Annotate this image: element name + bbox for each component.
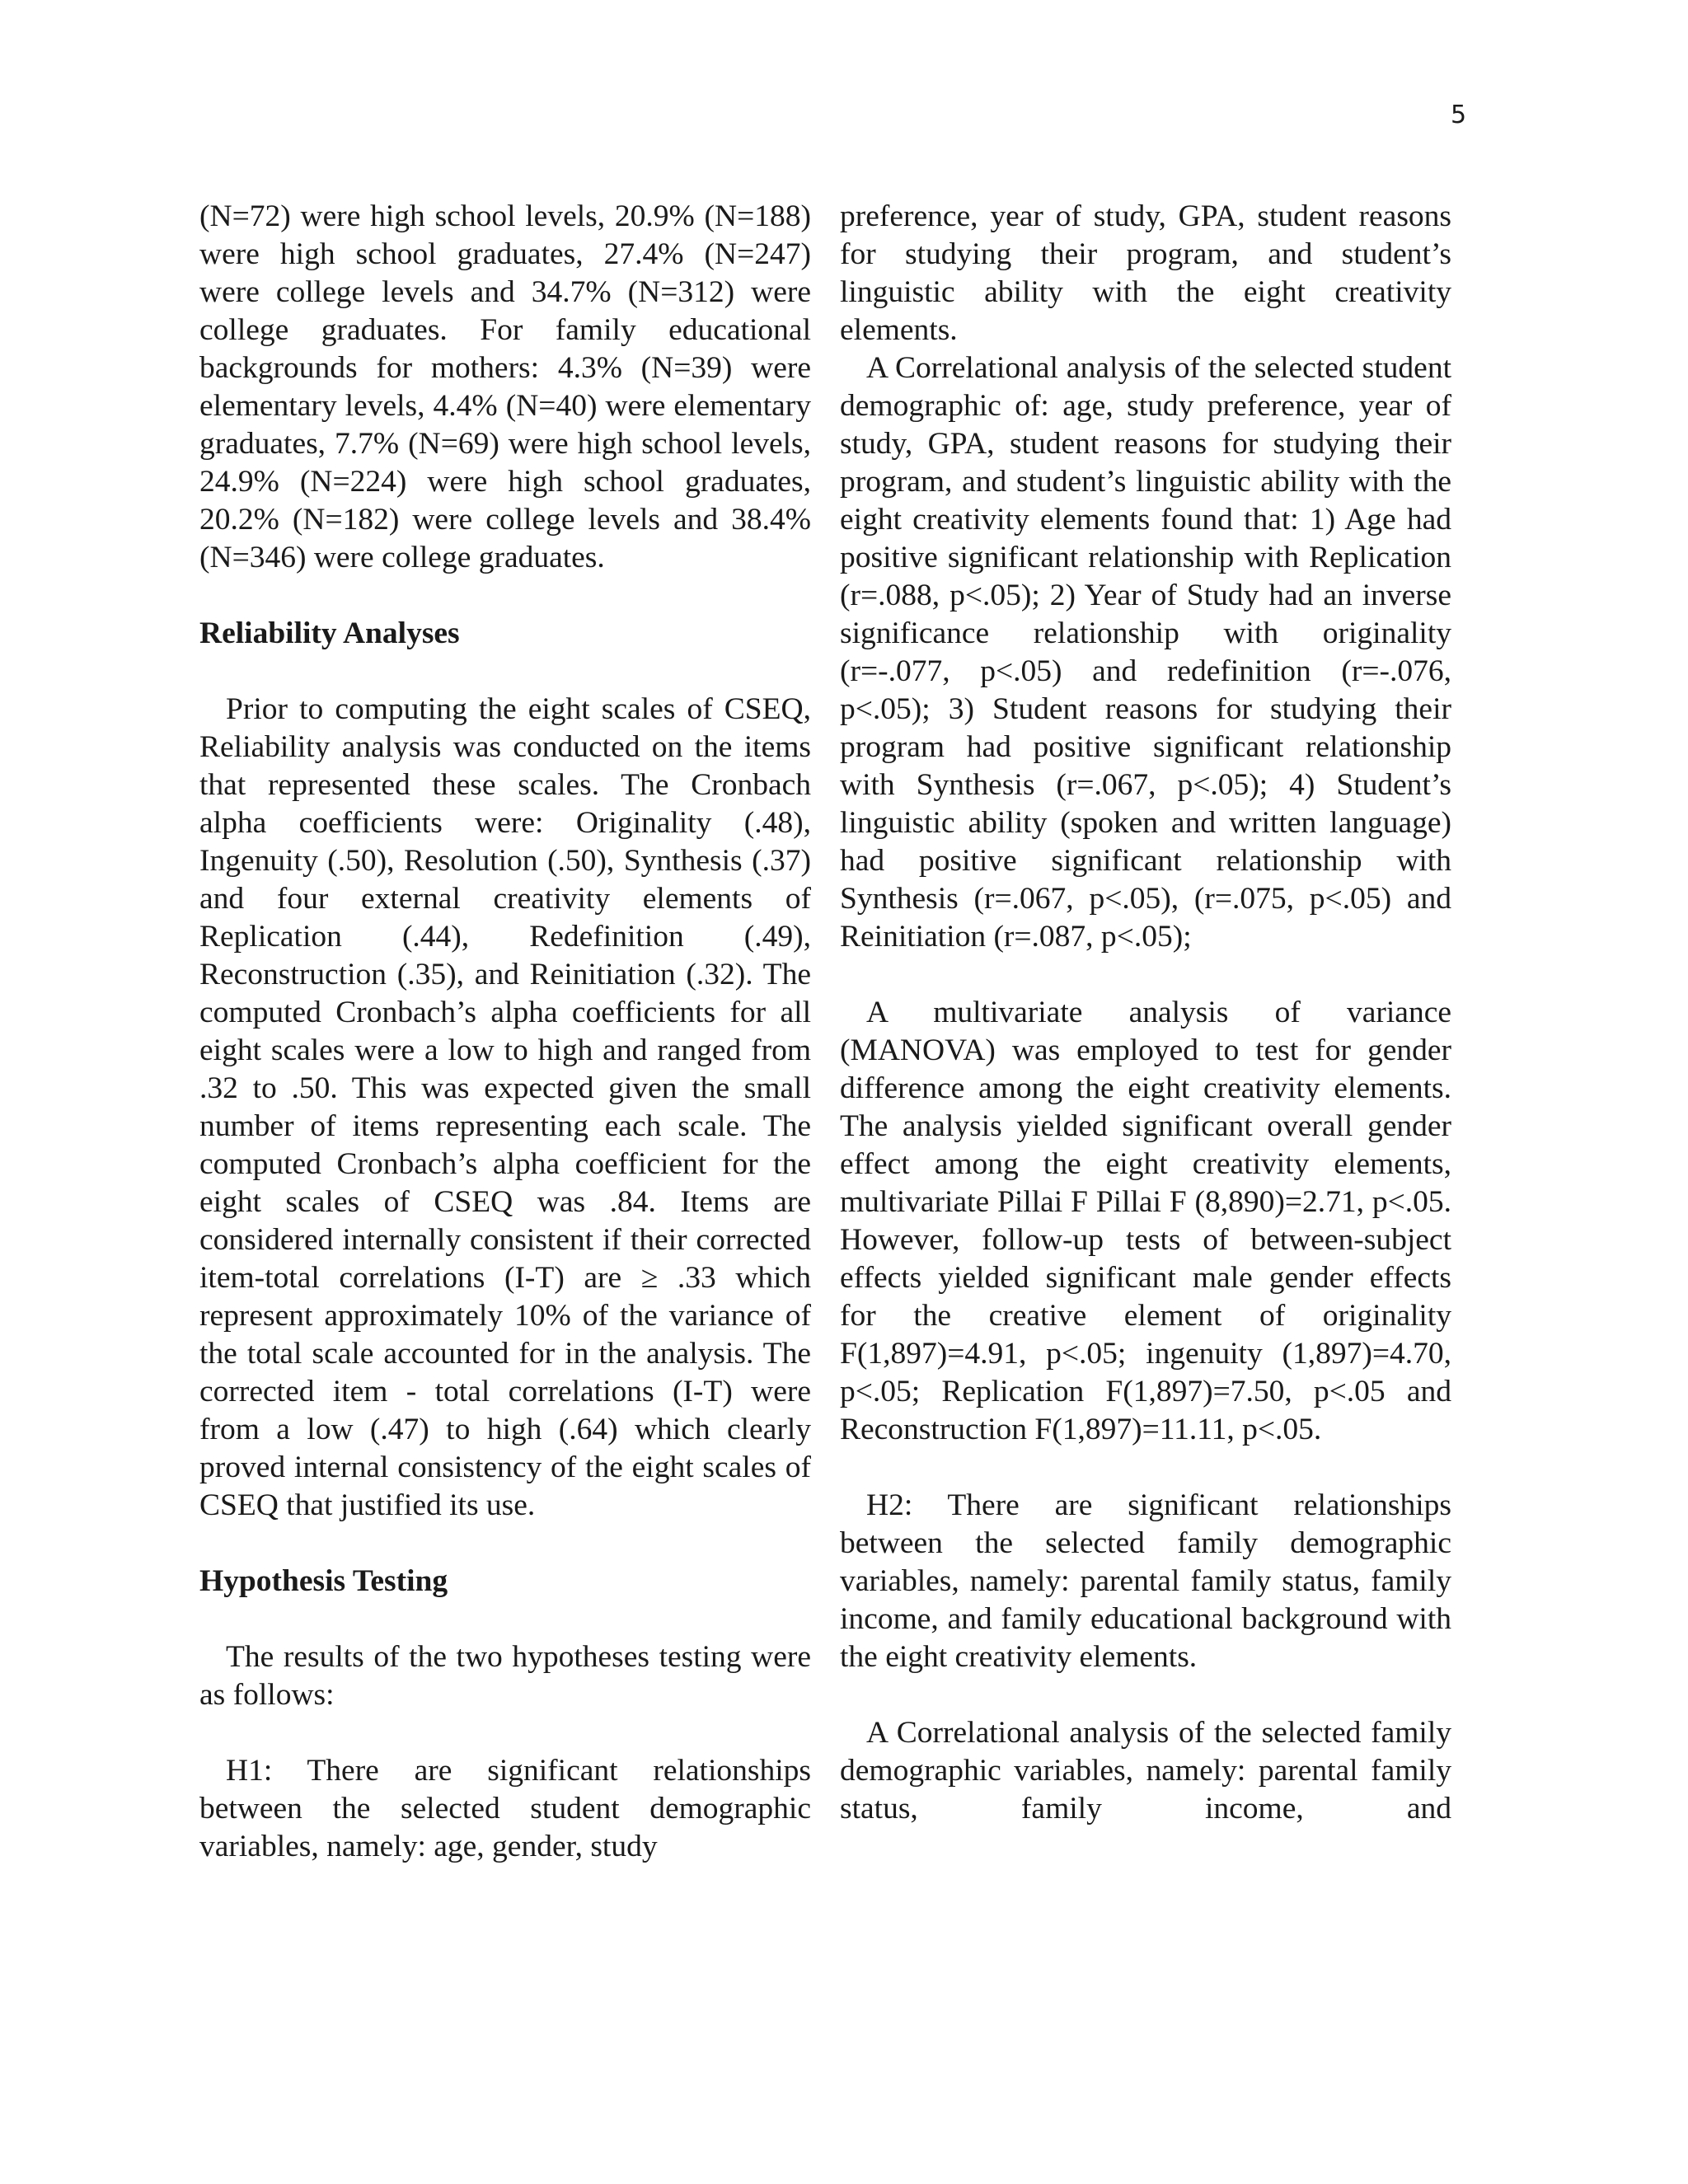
paragraph-reliability: Prior to computing the eight scales of CSEQ, Reliability analysis was conducted on the items that represented these scales. The Cronbach alpha coefficients were: Originality (.48), Ingenuity (.50), Resolution (.50), Synthesis (.37) and four external creativity elements of Replication (.44), Redefinition (.49), Reconstruction (.35), and Reinitiation (.32). The computed Cronbach’s alpha coefficients for all eight scales were a low to high and ranged from .32 to .50. This was expected given the small number of items representing each scale. The computed Cronbach’s alpha coefficient for the eight scales of CSEQ was .84. Items are considered internally consistent if their corrected item-total correlations (I-T) are ≥ .33 which represent approximately 10% of the variance of the total scale accounted for in the analysis. The corrected item - total correlations (I-T) were from a low (.47) to high (.64) which clearly proved internal consistency of the eight scales of CSEQ that justified its use. <box>199 692 811 1522</box>
right-column <box>840 198 1451 1828</box>
paragraph-h1: H1: There are significant relationships between the selected student demographic variables, namely: age, gender, study <box>199 1754 811 1863</box>
heading-reliability-analyses: Reliability Analyses <box>199 616 460 650</box>
paragraph-student-correlation: A Correlational analysis of the selected student demographic of: age, study preference, year of study, GPA, student reasons for studying their program, and student’s linguistic ability with the eight creativity elements found that: 1) Age had positive significant relationship with Replication (r=.088, p<.05); 2) Year of Study had an inverse significance relationship with originality (r=-.077, p<.05) and redefinition (r=-.076, p<.05); 3) Student reasons for studying their program had positive significant relationship with Synthesis (r=.067, p<.05); 4) Student’s linguistic ability (spoken and written language) had positive significant relationship with Synthesis (r=.067, p<.05), (r=.075, p<.05) and Reinitiation (r=.087, p<.05); <box>840 351 1451 954</box>
paragraph-manova: A multivariate analysis of variance (MANOVA) was employed to test for gender difference among the eight creativity elements. The analysis yielded significant overall gender effect among the eight creativity elements, multivariate Pillai F Pillai F (8,890)=2.71, p<.05. However, follow-up tests of between-subject effects yielded significant male gender effects for the creative element of originality F(1,897)=4.91, p<.05; ingenuity (1,897)=4.70, p<.05; Replication F(1,897)=7.50, p<.05 and Reconstruction F(1,897)=11.11, p<.05. <box>840 996 1451 1446</box>
heading-hypothesis-testing: Hypothesis Testing <box>199 1564 448 1598</box>
left-column <box>199 198 811 1866</box>
paragraph-demographics-continued: (N=72) were high school levels, 20.9% (N=188) were high school graduates, 27.4% (N=247) were college levels and 34.7% (N=312) were college graduates. For family educational backgrounds for mothers: 4.3% (N=39) were elementary levels, 4.4% (N=40) were elementary graduates, 7.7% (N=69) were high school levels, 24.9% (N=224) were high school graduates, 20.2% (N=182) were college levels and 38.4% (N=346) were college graduates. <box>199 199 811 574</box>
paragraph-hypotheses-intro: The results of the two hypotheses testing were as follows: <box>199 1640 811 1712</box>
paragraph-family-correlation: A Correlational analysis of the selected family demographic variables, namely: parental family status, family income, and <box>840 1716 1451 1825</box>
page-number: 5 <box>1451 101 1467 129</box>
paragraph-h2: H2: There are significant relationships between the selected family demographic variables, namely: parental family status, family income, and family educational background with the eight creativity elements. <box>840 1488 1451 1674</box>
paragraph-h1-continued: preference, year of study, GPA, student reasons for studying their program, and student’s linguistic ability with the eight creativity elements. <box>840 199 1451 347</box>
